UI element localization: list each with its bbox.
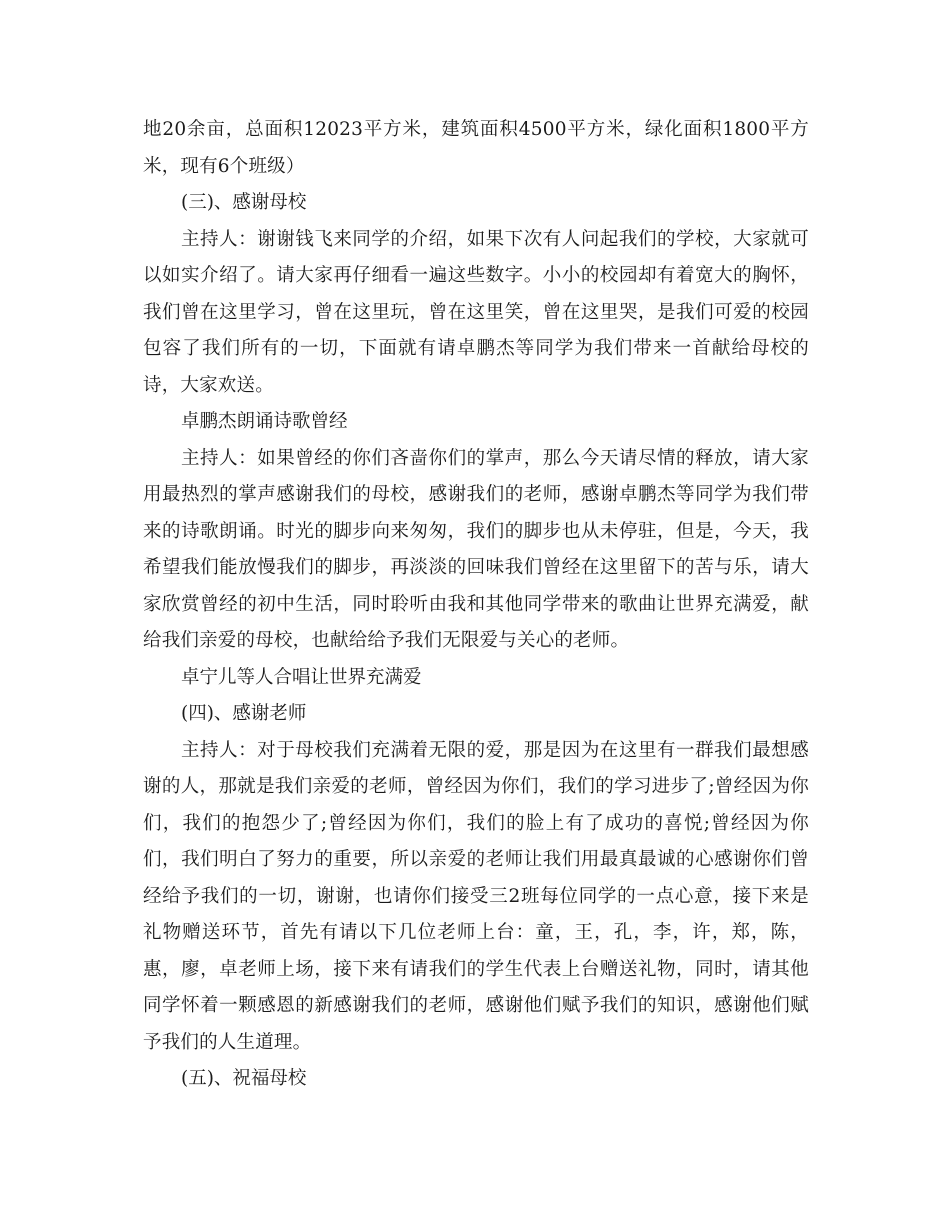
document-body bbox=[143, 112, 809, 1098]
paragraph-host-intro-poem: 主持人：谢谢钱飞来同学的介绍，如果下次有人问起我们的学校，大家就可以如实介绍了。请大家再仔细看一遍这些数字。小小的校园却有着宽大的胸怀，我们曾在这里学习，曾在这里玩，曾在这里笑，曾在这里哭，是我们可爱的校园包容了我们所有的一切，下面就有请卓鹏杰等同学为我们带来一首献给母校的诗，大家欢送。 bbox=[143, 228, 809, 396]
section-heading-thank-teachers: (四)、感谢老师 bbox=[181, 703, 307, 724]
program-item-poem: 卓鹏杰朗诵诗歌曾经 bbox=[181, 411, 348, 432]
paragraph-host-intro-song: 主持人：如果曾经的你们吝啬你们的掌声，那么今天请尽情的释放，请大家用最热烈的掌声感谢我们的母校，感谢我们的老师，感谢卓鹏杰等同学为我们带来的诗歌朗诵。时光的脚步向来匆匆，我们的脚步也从未停驻，但是，今天，我希望我们能放慢我们的脚步，再淡淡的回味我们曾经在这里留下的苦与乐，请大家欣赏曾经的初中生活，同时聆听由我和其他同学带来的歌曲让世界充满爱，献给我们亲爱的母校，也献给给予我们无限爱与关心的老师。 bbox=[143, 447, 809, 651]
section-heading-thank-school: (三)、感谢母校 bbox=[181, 192, 307, 213]
section-heading-bless-school: (五)、祝福母校 bbox=[181, 1068, 307, 1089]
paragraph-area-stats: 地20余亩，总面积12023平方米，建筑面积4500平方米，绿化面积1800平方米，现有6个班级） bbox=[143, 119, 809, 177]
paragraph-host-thank-teachers: 主持人：对于母校我们充满着无限的爱，那是因为在这里有一群我们最想感谢的人，那就是我们亲爱的老师，曾经因为你们，我们的学习进步了;曾经因为你们，我们的抱怨少了;曾经因为你们，我们的脸上有了成功的喜悦;曾经因为你们，我们明白了努力的重要，所以亲爱的老师让我们用最真最诚的心感谢你们曾经给予我们的一切，谢谢，也请你们接受三2班每位同学的一点心意，接下来是礼物赠送环节，首先有请以下几位老师上台：童，王，孔，李，许，郑，陈，惠，廖，卓老师上场，接下来有请我们的学生代表上台赠送礼物，同时，请其他同学怀着一颗感恩的新感谢我们的老师，感谢他们赋予我们的知识，感谢他们赋予我们的人生道理。 bbox=[143, 739, 809, 1053]
program-item-song: 卓宁儿等人合唱让世界充满爱 bbox=[181, 666, 422, 688]
